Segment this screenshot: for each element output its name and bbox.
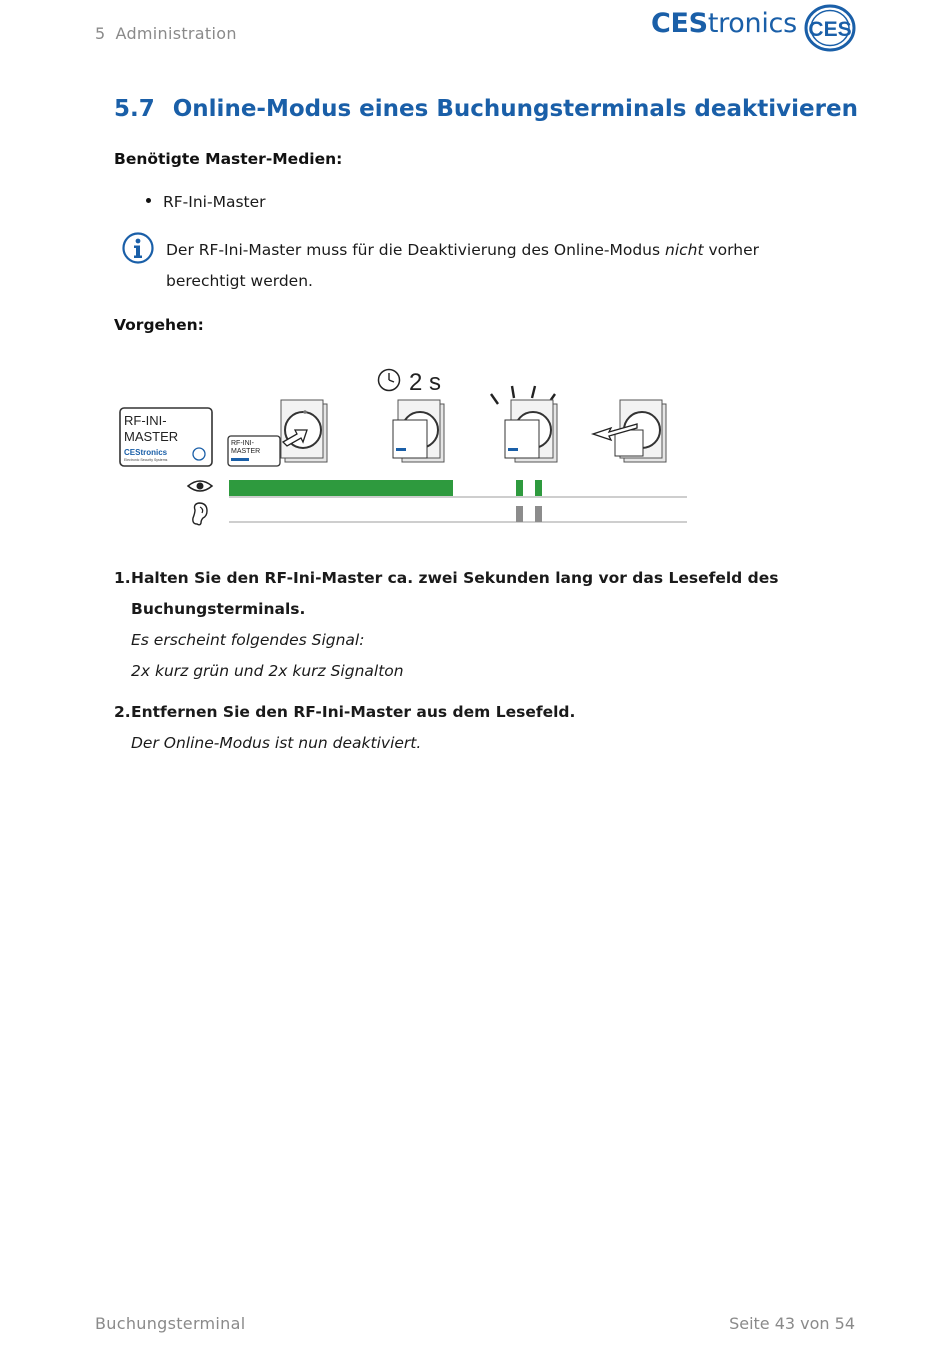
step-2-instruction <box>114 697 794 728</box>
small-card-line2: MASTER <box>231 448 261 455</box>
ces-logo-icon <box>804 4 856 52</box>
heading-title: Online-Modus eines Buchungsterminals deaktivieren <box>172 96 858 122</box>
step-1-result1: Es erscheint folgendes Signal: <box>131 631 365 649</box>
step-1-instruction <box>114 563 794 594</box>
footer-document-title: Buchungsterminal <box>95 1314 246 1333</box>
led-green-short-2 <box>535 480 542 496</box>
step-2-result1: Der Online-Modus ist nun deaktiviert. <box>131 734 422 752</box>
card-brand: CEStronics <box>124 448 168 457</box>
media-label: Benötigte Master-Medien: <box>114 150 343 168</box>
terminal-signal <box>491 386 557 462</box>
logo-light: tronics <box>707 8 797 39</box>
terminal-hold <box>393 400 444 462</box>
media-list-item <box>146 193 266 211</box>
section-title: Administration <box>115 24 237 43</box>
step-1-number: 1. <box>114 569 131 587</box>
logo-bold: CES <box>651 8 708 39</box>
card-line1: RF-INI- <box>124 413 167 428</box>
card-line2: MASTER <box>124 429 179 444</box>
info-text-after: vorher berechtigt werden. <box>166 241 759 290</box>
step-2 <box>114 697 794 759</box>
small-card-line1: RF-INI- <box>231 440 254 447</box>
led-green-short-1 <box>516 480 523 496</box>
step-1-line1: Halten Sie den RF-Ini-Master ca. zwei Sekunden lang vor das Lesefeld des <box>131 569 779 587</box>
info-text-before: Der RF-Ini-Master muss für die Deaktivierung des Online-Modus <box>166 241 666 259</box>
media-item-label: RF-Ini-Master <box>163 193 266 211</box>
eye-icon <box>188 481 212 491</box>
master-card <box>120 408 212 466</box>
page-heading <box>114 96 858 122</box>
step-1-result2: 2x kurz grün und 2x kurz Signalton <box>131 662 404 680</box>
timer-icon <box>379 370 400 391</box>
info-icon <box>122 232 154 264</box>
section-number: 5 <box>95 24 106 43</box>
heading-number: 5.7 <box>114 96 155 122</box>
step-2-number: 2. <box>114 703 131 721</box>
procedure-label: Vorgehen: <box>114 316 204 334</box>
led-green-long <box>229 480 453 496</box>
step-2-line1: Entfernen Sie den RF-Ini-Master aus dem Lesefeld. <box>131 703 576 721</box>
footer-page-number: Seite 43 von 54 <box>729 1314 855 1333</box>
brand-logo-text <box>651 8 797 39</box>
logo-mark-text: CES <box>808 18 852 41</box>
step-1 <box>114 563 794 687</box>
beep-short-1 <box>516 506 523 522</box>
timer-label: 2 s <box>409 369 442 396</box>
procedure-illustration <box>115 360 695 530</box>
step-1-line2: Buchungsterminals. <box>131 600 306 618</box>
info-note <box>166 235 836 297</box>
bullet-dot <box>146 198 151 203</box>
beep-short-2 <box>535 506 542 522</box>
info-text-emphasis: nicht <box>665 241 704 259</box>
header-section <box>95 24 237 43</box>
terminal-insert <box>228 400 327 466</box>
card-sub: Electronic Security Systems <box>124 458 168 462</box>
terminal-remove <box>593 400 666 462</box>
ear-icon <box>193 503 207 525</box>
